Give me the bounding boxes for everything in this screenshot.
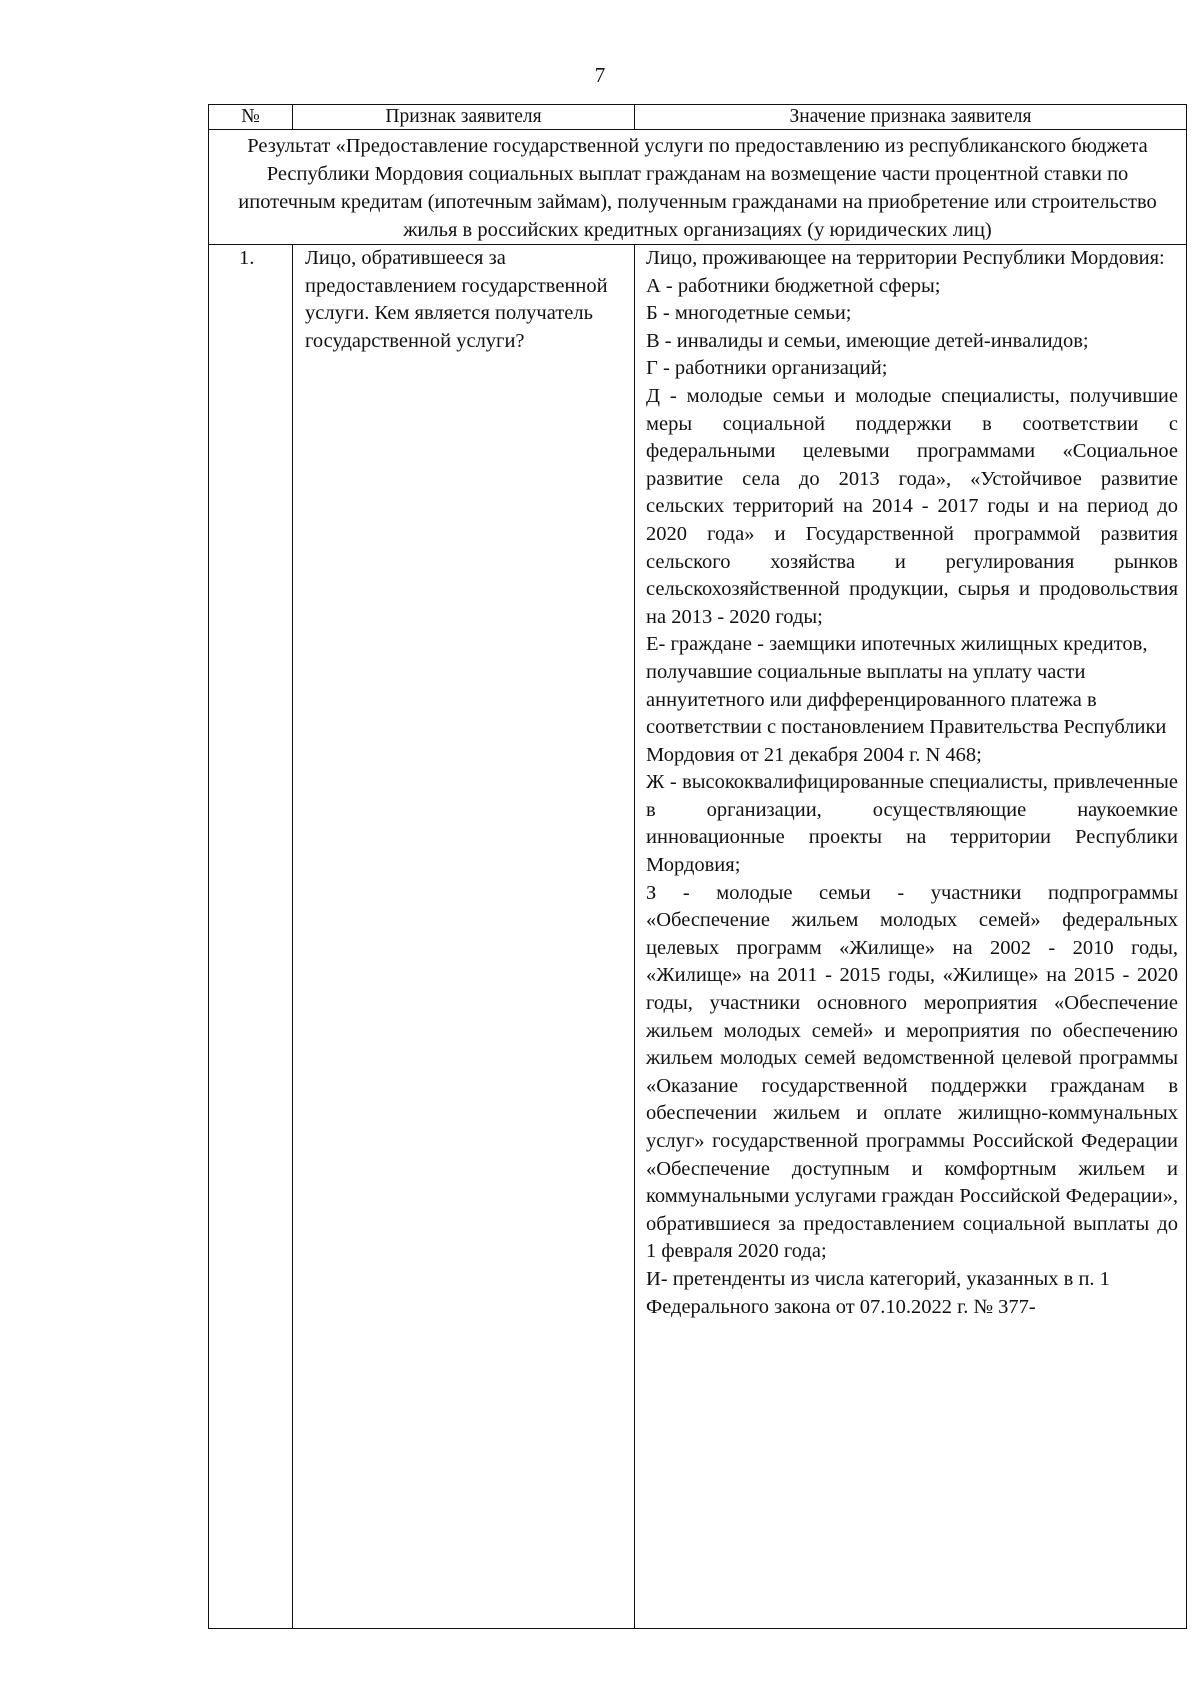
- header-num: №: [209, 105, 293, 130]
- value-paragraph: Е- граждане - заемщики ипотечных жилищных кредитов, получавшие социальные выплаты на уплату части аннуитетного или дифференцированного платежа в соответствии с постановлением Правительства Республики Мордовия от 21 декабря 2004 г. N 468;: [646, 633, 1167, 766]
- value-paragraph: Д - молодые семьи и молодые специалисты, получившие меры социальной поддержки в соответствии с федеральными целевыми программами «Социальное развитие села до 2013 года», «Устойчивое развитие сельских территорий на 2014 - 2017 годы и на период до 2020 года» и Государственной программой развития сельского хозяйства и регулирования рынков сельскохозяйственной продукции, сырья и продовольствия на 2013 - 2020 годы;: [646, 384, 1178, 628]
- header-feature: Признак заявителя: [293, 105, 635, 130]
- value-paragraph: Г - работники организаций;: [646, 357, 888, 380]
- value-paragraph: А - работники бюджетной сферы;: [646, 274, 941, 297]
- result-title-row: [209, 130, 1187, 245]
- row-number: 1.: [209, 245, 293, 1629]
- header-value: Значение признака заявителя: [635, 105, 1187, 130]
- applicant-features-table: [208, 104, 1187, 1629]
- value-paragraph: В - инвалиды и семьи, имеющие детей-инвалидов;: [646, 329, 1089, 352]
- page-number: 7: [594, 63, 606, 87]
- value-paragraph: Ж - высококвалифицированные специалисты, привлеченные в организации, осуществляющие наукоемкие инновационные проекты на территории Республики Мордовия;: [646, 771, 1178, 877]
- value-paragraph: И- претенденты из числа категорий, указанных в п. 1 Федерального закона от 07.10.2022 г. № 377-: [646, 1267, 1110, 1318]
- result-title: Результат «Предоставление государственной услуги по предоставлению из республиканского бюджета Республики Мордовия социальных выплат гражданам на возмещение части процентной ставки по ипотечным кредитам (ипотечным займам), полученным гражданами на приобретение или строительство жилья в российских кредитных организациях (у юридических лиц): [209, 130, 1187, 245]
- value-paragraph: З - молодые семьи - участники подпрограммы «Обеспечение жильем молодых семей» федеральных целевых программ «Жилище» на 2002 - 2010 годы, «Жилище» на 2011 - 2015 годы, «Жилище» на 2015 - 2020 годы, участники основного мероприятия «Обеспечение жильем молодых семей» и мероприятия по обеспечению жильем молодых семей ведомственной целевой программы «Оказание государственной поддержки гражданам в обеспечении жильем и оплате жилищно-коммунальных услуг» государственной программы Российской Федерации «Обеспечение доступным и комфортным жильем и коммунальными услугами граждан Российской Федерации», обратившиеся за предоставлением социальной выплаты до 1 февраля 2020 года;: [646, 881, 1178, 1263]
- row-feature: Лицо, обратившееся за предоставлением государственной услуги. Кем является получатель государственной услуги?: [293, 245, 635, 1629]
- table-header-row: [209, 105, 1187, 130]
- table-row: [209, 245, 1187, 1629]
- value-paragraph: Лицо, проживающее на территории Республики Мордовия:: [646, 247, 1165, 269]
- value-paragraph: Б - многодетные семьи;: [646, 302, 852, 325]
- row-value: [635, 245, 1187, 1629]
